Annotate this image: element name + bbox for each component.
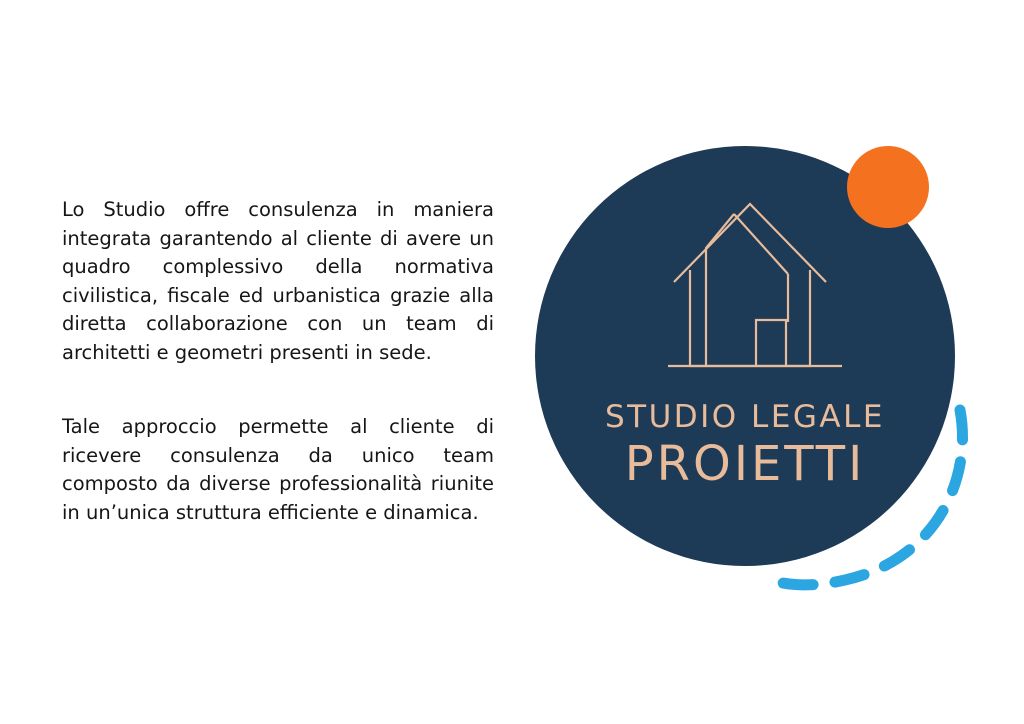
- house-outline-icon: [660, 170, 850, 390]
- text-column: [62, 196, 494, 527]
- orange-circle-accent: [847, 146, 929, 228]
- paragraph-2: Tale approccio permette al cliente di ricevere consulenza da unico team composto da diverse professionalità riunite in un’unica struttura efficiente e dinamica.: [62, 415, 494, 524]
- logo-line-studio-legale: STUDIO LEGALE: [604, 399, 885, 435]
- paragraph-1: Lo Studio offre consulenza in maniera integrata garantendo al cliente di avere un quadro complessivo della normativa civilistica, fiscale ed urbanistica grazie alla diretta collaborazione con un team di architetti e geometri presenti in sede.: [62, 198, 494, 364]
- logo-line-proietti: PROIETTI: [624, 436, 866, 492]
- dashed-arc-decoration: [735, 400, 985, 620]
